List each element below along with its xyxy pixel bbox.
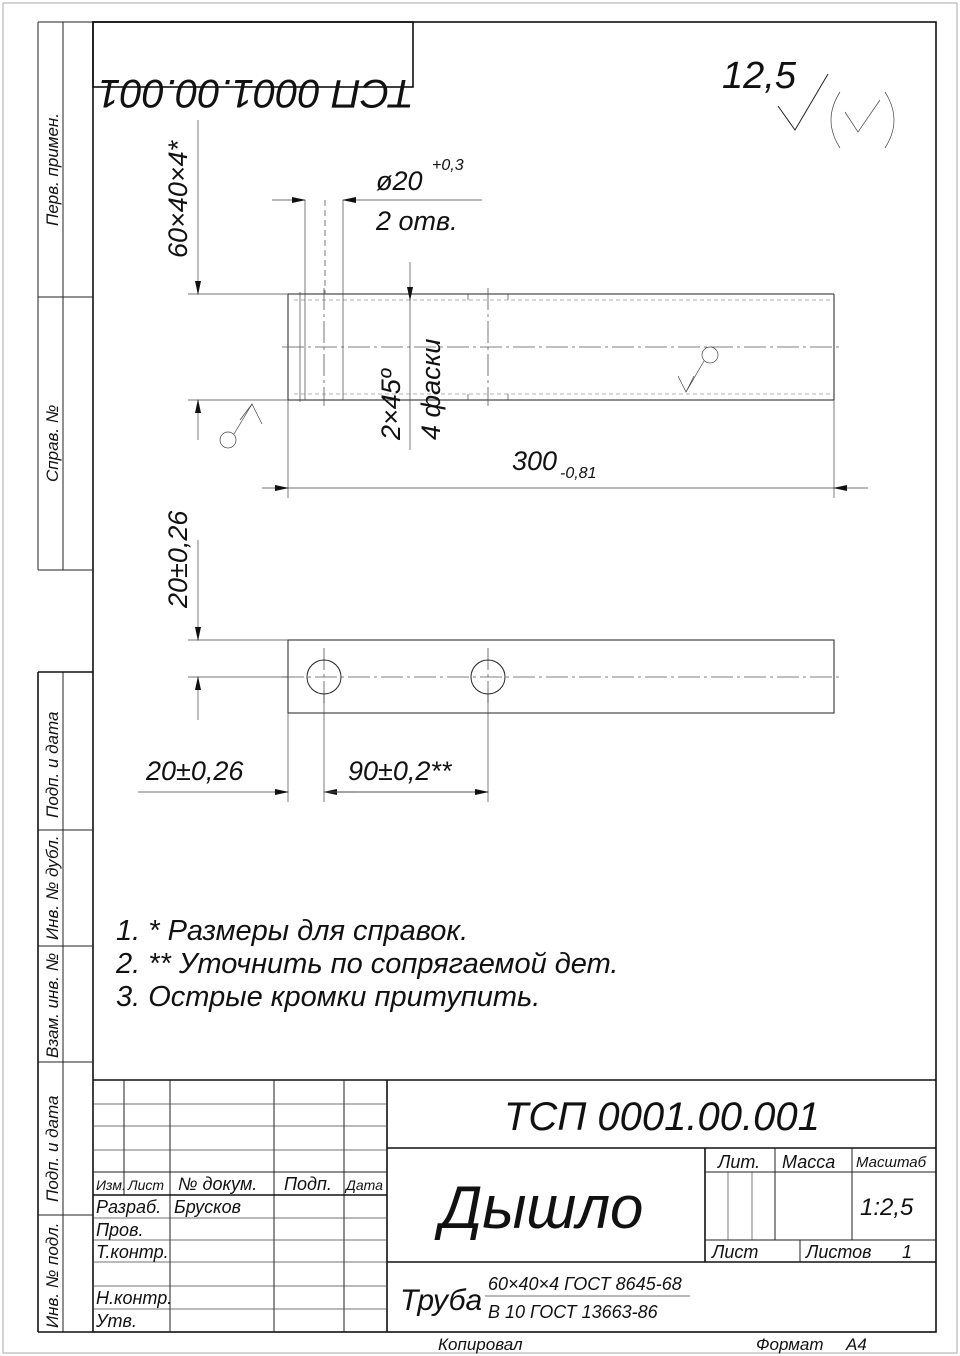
roughness-bracket-icon xyxy=(831,92,894,148)
material-word: Труба xyxy=(400,1284,483,1317)
dim-hole-tol: +0,3 xyxy=(432,157,464,174)
prov-label: Пров. xyxy=(96,1220,144,1240)
col-list: Лист xyxy=(128,1177,165,1193)
part-name: Дышло xyxy=(440,1174,644,1241)
format-value: А4 xyxy=(846,1335,867,1354)
col-izm: Изм. xyxy=(96,1177,126,1193)
dim-hole-axis-offset: 20±0,26 xyxy=(163,510,193,608)
inv-podl-label: Инв. № подл. xyxy=(43,1222,62,1328)
weld-mark-icon xyxy=(678,347,718,392)
note-1: 1. * Размеры для справок. xyxy=(116,915,469,947)
listov-label: Листов xyxy=(806,1242,872,1262)
sheet-border xyxy=(3,3,957,1353)
utv-label: Утв. xyxy=(96,1311,137,1331)
dim-hole-count: 2 отв. xyxy=(376,206,458,236)
mirrored-designation: ТСП 0001.00.001 xyxy=(98,71,414,115)
note-3: 3. Острые кромки притупить. xyxy=(116,981,541,1013)
vzam-inv-label: Взам. инв. № xyxy=(43,952,62,1058)
dim-tube-section: 60×40×4* xyxy=(163,140,193,258)
dim-chamfer: 2×45º xyxy=(376,369,406,440)
listov-value: 1 xyxy=(902,1242,913,1262)
side-view xyxy=(282,640,842,713)
dim-hole-dia: ø20 xyxy=(376,166,423,196)
podp-data-label-2: Подп. и дата xyxy=(43,1095,62,1202)
material-line-2: В 10 ГОСТ 13663-86 xyxy=(488,1302,658,1322)
tkontr-label: Т.контр. xyxy=(96,1242,169,1262)
lit-label: Лит. xyxy=(718,1152,761,1172)
format-label: Формат xyxy=(756,1335,824,1354)
dim-length-tol: -0,81 xyxy=(560,465,597,482)
designation: ТСП 0001.00.001 xyxy=(504,1095,820,1139)
tube-view xyxy=(282,200,842,406)
dim-hole-edge-offset: 20±0,26 xyxy=(146,756,244,786)
razrab-label: Разраб. xyxy=(96,1197,162,1217)
podp-data-label-1: Подп. и дата xyxy=(43,711,62,818)
weld-mark-left-icon xyxy=(220,404,262,448)
dim-chamfer-count: 4 фаски xyxy=(416,338,446,440)
dim-length: 300 xyxy=(512,446,558,476)
nkontr-label: Н.контр. xyxy=(96,1288,173,1308)
col-podp: Подп. xyxy=(284,1174,332,1194)
note-2: 2. ** Уточнить по сопрягаемой дет. xyxy=(116,948,619,980)
dim-hole-spacing: 90±0,2** xyxy=(348,756,452,786)
material-line-1: 60×40×4 ГОСТ 8645-68 xyxy=(488,1274,682,1294)
razrab-name: Брусков xyxy=(174,1197,242,1217)
scale-value: 1:2,5 xyxy=(860,1194,914,1221)
masshtab-label: Масштаб xyxy=(856,1154,927,1171)
kopiroval-label: Копировал xyxy=(438,1335,523,1354)
inv-dubl-label: Инв. № дубл. xyxy=(43,835,62,940)
perv-primen-label: Перв. примен. xyxy=(43,113,62,226)
list-label: Лист xyxy=(712,1242,759,1262)
roughness-value: 12,5 xyxy=(722,55,796,97)
sprav-no-label: Справ. № xyxy=(43,404,62,482)
col-data: Дата xyxy=(346,1177,383,1193)
massa-label: Масса xyxy=(782,1152,836,1172)
col-dokum: № докум. xyxy=(178,1174,258,1194)
